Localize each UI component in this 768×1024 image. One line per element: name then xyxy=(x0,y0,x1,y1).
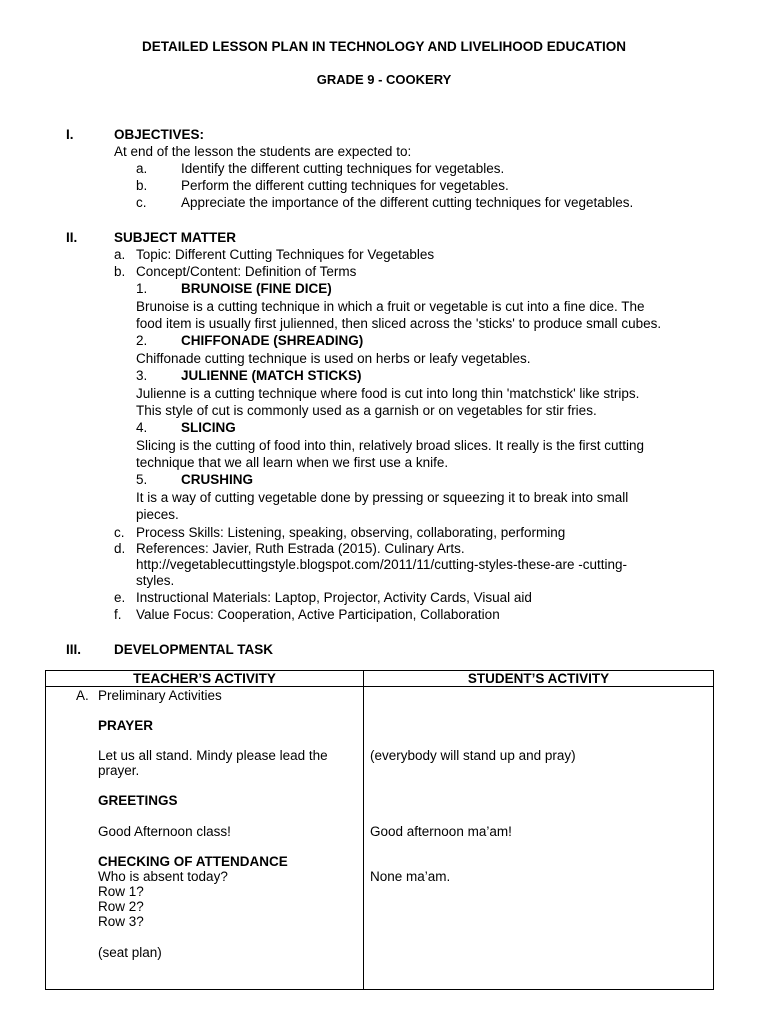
term-name: CHIFFONADE (SHREADING) xyxy=(181,333,364,348)
teacher-column-header: TEACHER’S ACTIVITY xyxy=(46,671,364,687)
reference-url: styles. xyxy=(136,573,175,588)
term-definition: pieces. xyxy=(136,507,179,522)
greetings-text: Good Afternoon class! xyxy=(98,824,231,839)
attendance-question: Who is absent today? xyxy=(98,869,228,884)
prayer-instruction: prayer. xyxy=(98,763,140,778)
term-name: BRUNOISE (FINE DICE) xyxy=(181,281,332,296)
preliminary-activities: Preliminary Activities xyxy=(98,688,222,703)
term-number: 3. xyxy=(136,368,148,383)
teacher-activity-cell xyxy=(46,687,364,990)
term-number: 2. xyxy=(136,333,148,348)
term-name: SLICING xyxy=(181,420,236,435)
term-number: 4. xyxy=(136,420,148,435)
list-marker: A. xyxy=(76,688,89,703)
term-definition: technique that we all learn when we first use a knife. xyxy=(136,455,449,470)
attendance-heading: CHECKING OF ATTENDANCE xyxy=(98,854,288,869)
seat-plan-note: (seat plan) xyxy=(98,945,162,960)
list-marker: f. xyxy=(114,607,122,622)
row-question: Row 1? xyxy=(98,884,144,899)
objective-marker: c. xyxy=(136,195,147,210)
term-name: CRUSHING xyxy=(181,472,254,487)
term-name: JULIENNE (MATCH STICKS) xyxy=(181,368,362,383)
prayer-response: (everybody will stand up and pray) xyxy=(370,748,576,763)
materials-text: Instructional Materials: Laptop, Projector, Activity Cards, Visual aid xyxy=(136,590,532,605)
term-definition: Julienne is a cutting technique where food is cut into long thin 'matchstick' like strips. xyxy=(136,386,640,401)
references-text: References: Javier, Ruth Estrada (2015). Culinary Arts. xyxy=(136,541,465,556)
process-skills-text: Process Skills: Listening, speaking, observing, collaborating, performing xyxy=(136,525,566,540)
topic-text: Topic: Different Cutting Techniques for Vegetables xyxy=(136,247,435,262)
section-number-3: III. xyxy=(66,642,82,657)
objective-text: Perform the different cutting techniques for vegetables. xyxy=(181,178,509,193)
list-marker: c. xyxy=(114,525,125,540)
objective-text: Appreciate the importance of the different cutting techniques for vegetables. xyxy=(181,195,634,210)
value-focus-text: Value Focus: Cooperation, Active Participation, Collaboration xyxy=(136,607,500,622)
greetings-response: Good afternoon ma’am! xyxy=(370,824,512,839)
developmental-task-heading: DEVELOPMENTAL TASK xyxy=(114,642,274,657)
term-definition: Brunoise is a cutting technique in which a fruit or vegetable is cut into a fine dice. The xyxy=(136,299,645,314)
prayer-instruction: Let us all stand. Mindy please lead the xyxy=(98,748,328,763)
row-question: Row 3? xyxy=(98,914,144,929)
student-activity-cell xyxy=(364,687,714,990)
list-marker: d. xyxy=(114,541,126,556)
term-definition: Slicing is the cutting of food into thin, relatively broad slices. It really is the first cutting xyxy=(136,438,644,453)
term-definition: food item is usually first julienned, then sliced across the 'sticks' to produce small cubes. xyxy=(136,316,662,331)
objective-marker: a. xyxy=(136,161,148,176)
term-definition: It is a way of cutting vegetable done by pressing or squeezing it to break into small xyxy=(136,490,629,505)
objective-text: Identify the different cutting techniques for vegetables. xyxy=(181,161,505,176)
concept-text: Concept/Content: Definition of Terms xyxy=(136,264,357,279)
section-number-2: II. xyxy=(66,230,78,245)
objectives-intro: At end of the lesson the students are expected to: xyxy=(114,144,412,159)
document-subtitle: GRADE 9 - COOKERY xyxy=(316,72,452,87)
list-marker: b. xyxy=(114,264,126,279)
document-title: DETAILED LESSON PLAN IN TECHNOLOGY AND LIVELIHOOD EDUCATION xyxy=(141,39,627,54)
greetings-heading: GREETINGS xyxy=(98,793,178,808)
section-number-1: I. xyxy=(66,127,74,142)
term-definition: This style of cut is commonly used as a garnish or on vegetables for stir fries. xyxy=(136,403,597,418)
term-number: 1. xyxy=(136,281,148,296)
row-question: Row 2? xyxy=(98,899,144,914)
subject-matter-heading: SUBJECT MATTER xyxy=(114,230,237,245)
student-column-header: STUDENT’S ACTIVITY xyxy=(364,671,714,687)
prayer-heading: PRAYER xyxy=(98,718,154,733)
objectives-heading: OBJECTIVES: xyxy=(114,127,205,142)
term-definition: Chiffonade cutting technique is used on herbs or leafy vegetables. xyxy=(136,351,531,366)
reference-url: http://vegetablecuttingstyle.blogspot.com/2011/11/cutting-styles-these-are -cutting- xyxy=(136,557,628,572)
list-marker: a. xyxy=(114,247,126,262)
attendance-response: None ma’am. xyxy=(370,869,451,884)
term-number: 5. xyxy=(136,472,148,487)
objective-marker: b. xyxy=(136,178,148,193)
list-marker: e. xyxy=(114,590,126,605)
activity-table xyxy=(45,670,714,990)
